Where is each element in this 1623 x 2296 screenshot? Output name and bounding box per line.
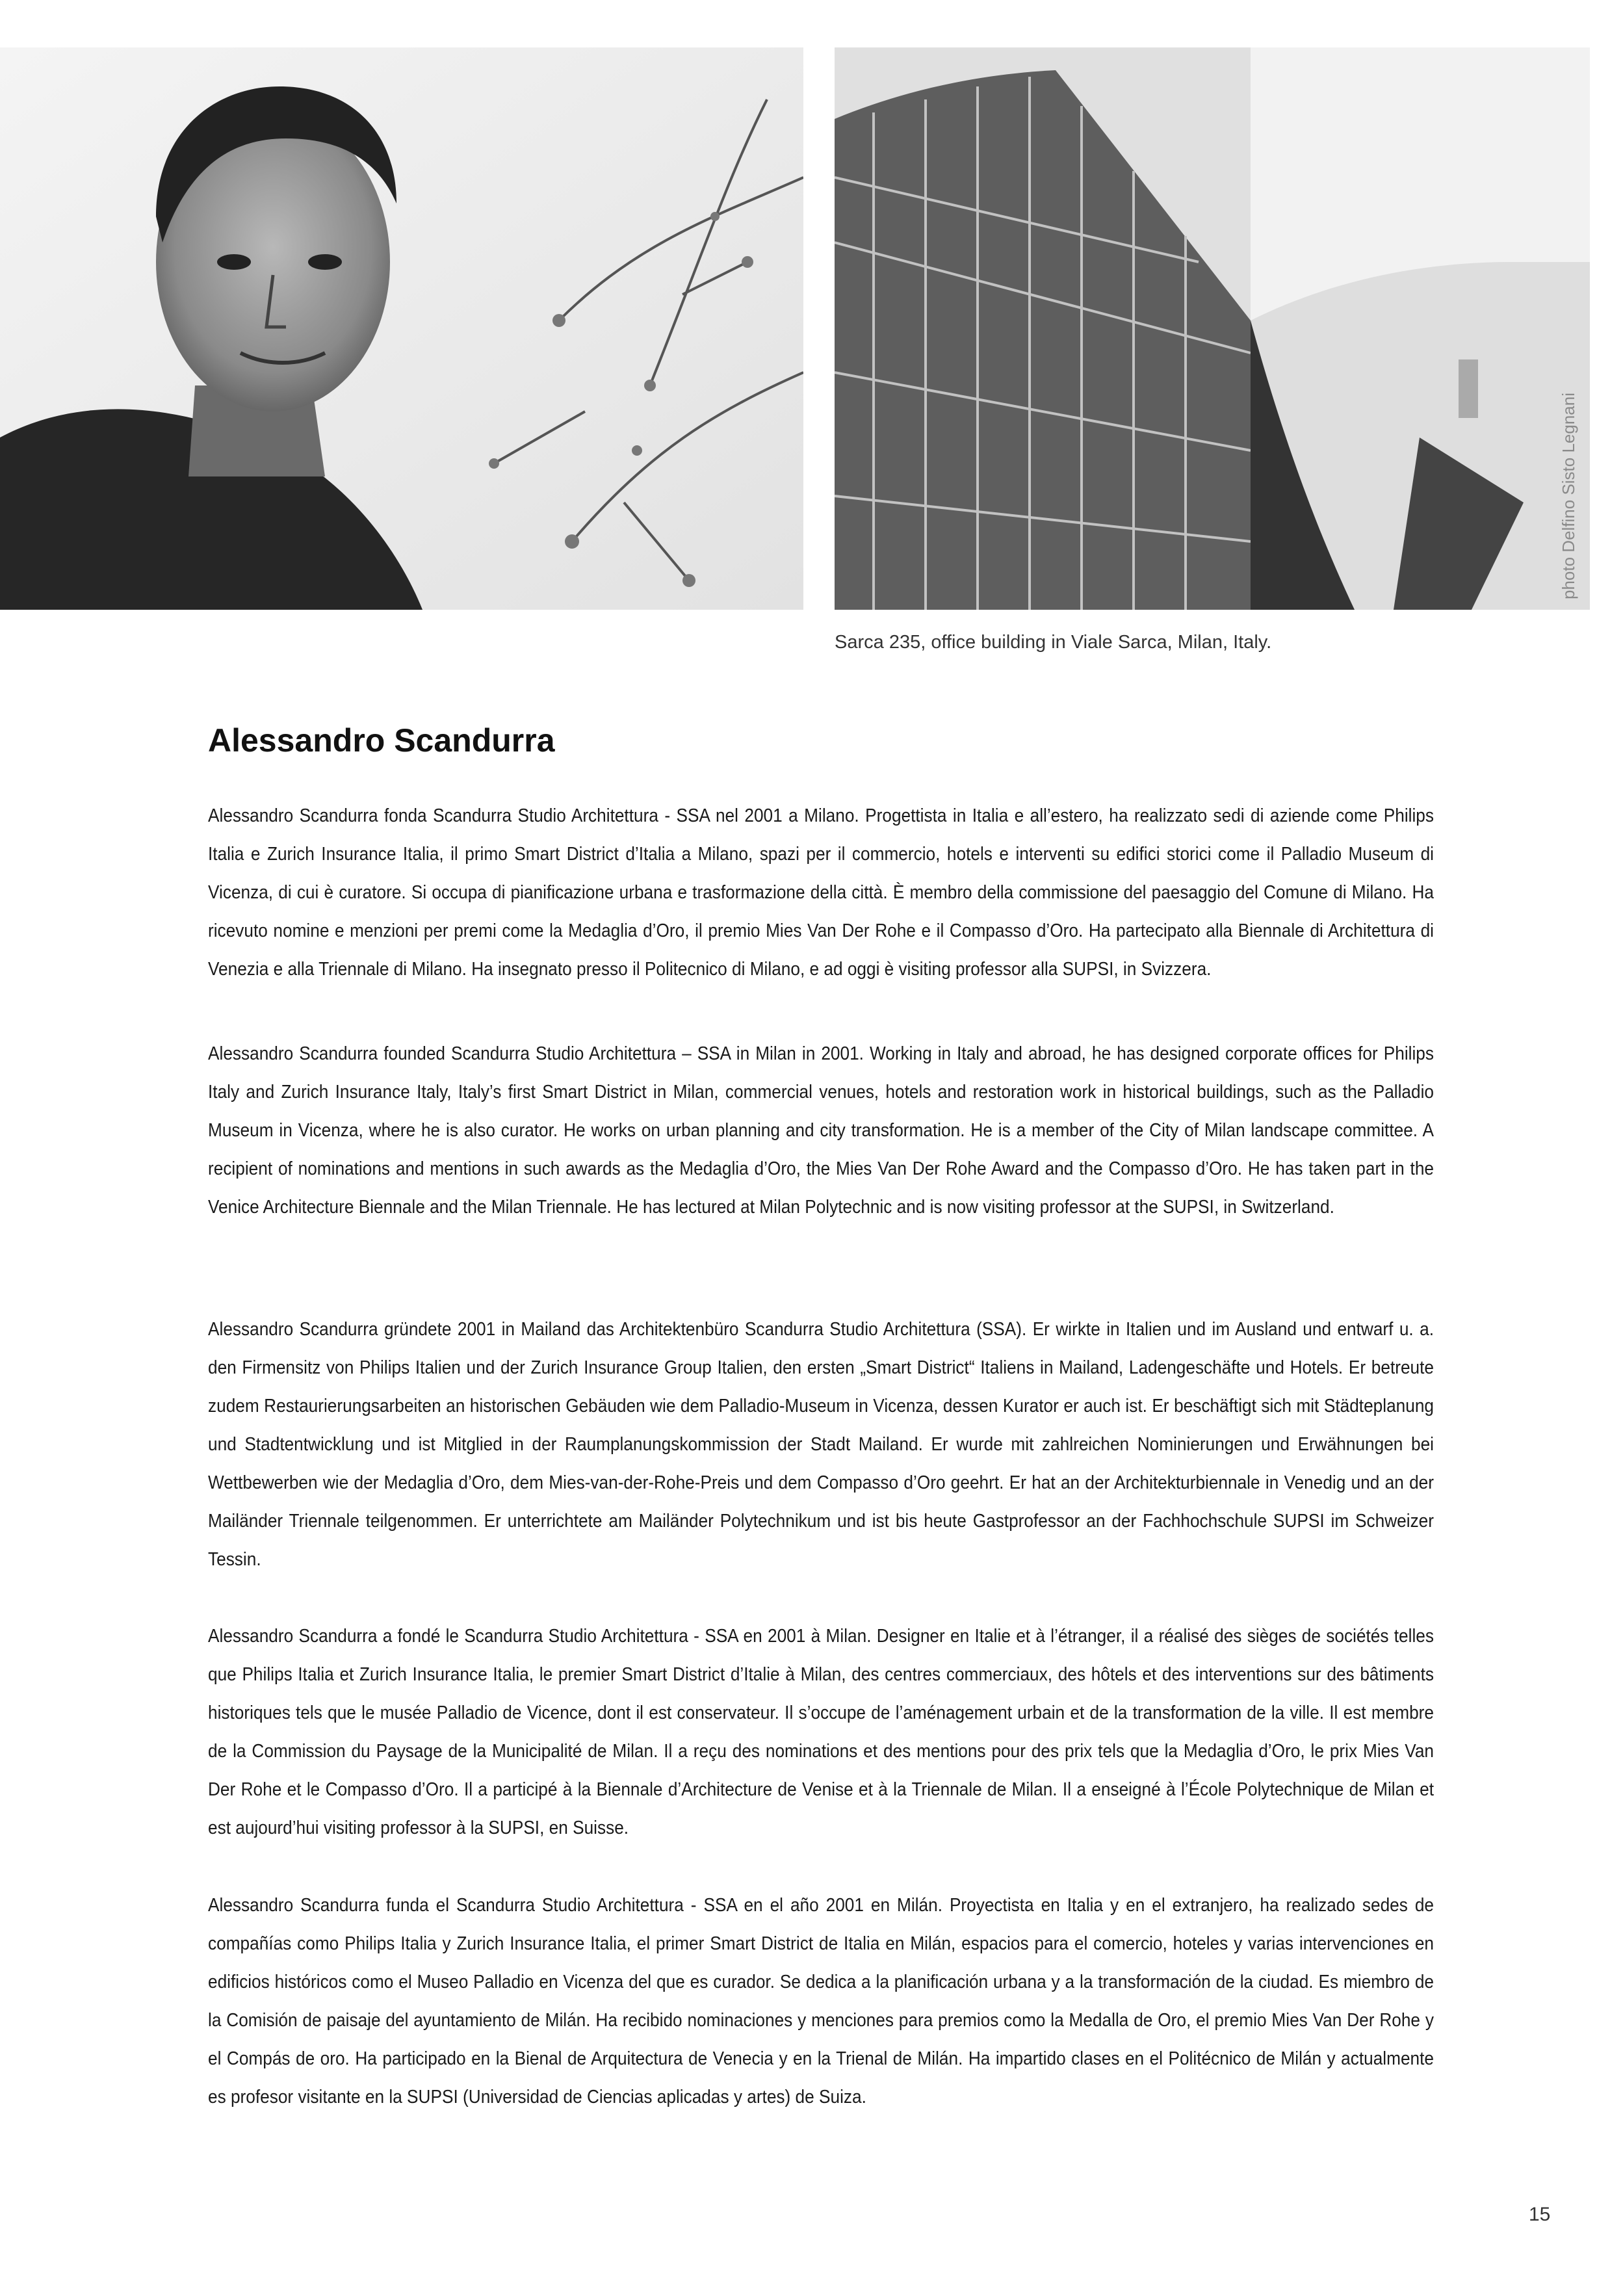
photo-credit: photo Delfino Sisto Legnani bbox=[1559, 392, 1578, 599]
bio-french: Alessandro Scandurra a fondé le Scandurra Studio Architettura - SSA en 2001 à Milan. Designer en Italie et à l’étranger, il a réalisé des sièges de sociétés telles que Philips Italia et Zurich Insurance Italia, le premier Smart District d’Italie à Milan, des centres commerciaux, des hôtels et des interventions sur des bâtiments historiques tels que le musée Palladio de Vicence, dont il est conservateur. Il s’occupe de l’aménagement urbain et de la transformation de la ville. Il est membre de la Commission du Paysage de la Municipalité de Milan. Il a reçu des nominations et des mentions pour des prix tels que la Medaglia d’Oro, le prix Mies Van Der Rohe et le Compasso d’Oro. Il a participé à la Biennale d’Architecture de Venise et à la Triennale de Milan. Il a enseigné à l’École Polytechnique de Milan et est aujourd’hui visiting professor à la SUPSI, en Suisse. bbox=[208, 1626, 1434, 1838]
bio-italian: Alessandro Scandurra fonda Scandurra Studio Architettura - SSA nel 2001 a Milano. Progettista in Italia e all’estero, ha realizzato sedi di aziende come Philips Italia e Zurich Insurance Italia, il primo Smart District d’Italia a Milano, spazi per il commercio, hotels e interventi su edifici storici come il Palladio Museum di Vicenza, di cui è curatore. Si occupa di pianificazione urbana e trasformazione della città. È membro della commissione del paesaggio del Comune di Milano. Ha ricevuto nomine e menzioni per premi come la Medaglia d’Oro, il premio Mies Van Der Rohe e il Compasso d’Oro. Ha partecipato alla Biennale di Architettura di Venezia e alla Triennale di Milano. Ha insegnato presso il Politecnico di Milano, e ad oggi è visiting professor alla SUPSI, in Svizzera. bbox=[208, 805, 1434, 980]
bio-spanish: Alessandro Scandurra funda el Scandurra Studio Architettura - SSA en el año 2001 en Milán. Proyectista en Italia y en el extranjero, ha realizado sedes de compañías como Philips Italia y Zurich Insurance Italia, el primer Smart District de Italia en Milán, espacios para el comercio, hoteles y varias intervenciones en edificios históricos como el Museo Palladio en Vicenza del que es curador. Se dedica a la planificación urbana y a la transformación de la ciudad. Es miembro de la Comisión de paisaje del ayuntamiento de Milán. Ha recibido nominaciones y menciones para premios como la Medalla de Oro, el premio Mies Van Der Rohe y el Compás de oro. Ha participado en la Bienal de Arquitectura de Venecia y en la Trienal de Milán. Ha impartido clases en el Politécnico de Milán y actualmente es profesor visitante en la SUPSI (Universidad de Ciencias aplicadas y artes) de Suiza. bbox=[208, 1895, 1434, 2107]
portrait-photo bbox=[0, 47, 803, 610]
building-photo bbox=[835, 47, 1590, 610]
photo-caption: Sarca 235, office building in Viale Sarca, Milan, Italy. bbox=[835, 632, 1272, 653]
page-number: 15 bbox=[1529, 2204, 1551, 2225]
bio-english: Alessandro Scandurra founded Scandurra Studio Architettura – SSA in Milan in 2001. Working in Italy and abroad, he has designed corporate offices for Philips Italy and Zurich Insurance Italy, Italy’s first Smart District in Milan, commercial venues, hotels and restoration work in historical buildings, such as the Palladio Museum in Vicenza, where he is also curator. He works on urban planning and city transformation. He is a member of the City of Milan landscape committee. A recipient of nominations and mentions in such awards as the Medaglia d’Oro, the Mies Van Der Rohe Award and the Compasso d’Oro. He has taken part in the Venice Architecture Biennale and the Milan Triennale. He has lectured at Milan Polytechnic and is now visiting professor at the SUPSI, in Switzerland. bbox=[208, 1043, 1434, 1218]
bio-german: Alessandro Scandurra gründete 2001 in Mailand das Architektenbüro Scandurra Studio Architettura (SSA). Er wirkte in Italien und im Ausland und entwarf u. a. den Firmensitz von Philips Italien und der Zurich Insurance Group Italien, den ersten „Smart District“ Italiens in Mailand, Ladengeschäfte und Hotels. Er betreute zudem Restaurierungsarbeiten an historischen Gebäuden wie dem Palladio-Museum in Vicenza, dessen Kurator er auch ist. Er beschäftigt sich mit Städteplanung und Stadtentwicklung und ist Mitglied in der Raumplanungskommission der Stadt Mailand. Er wurde mit zahlreichen Nominierungen und Erwähnungen bei Wettbewerben wie der Medaglia d’Oro, dem Mies-van-der-Rohe-Preis und dem Compasso d’Oro geehrt. Er hat an der Architekturbiennale in Venedig und an der Mailänder Triennale teilgenommen. Er unterrichtete am Mailänder Polytechnikum und ist bis heute Gastprofessor an der Fachhochschule SUPSI im Schweizer Tessin. bbox=[208, 1319, 1434, 1570]
page-title: Alessandro Scandurra bbox=[208, 722, 555, 759]
